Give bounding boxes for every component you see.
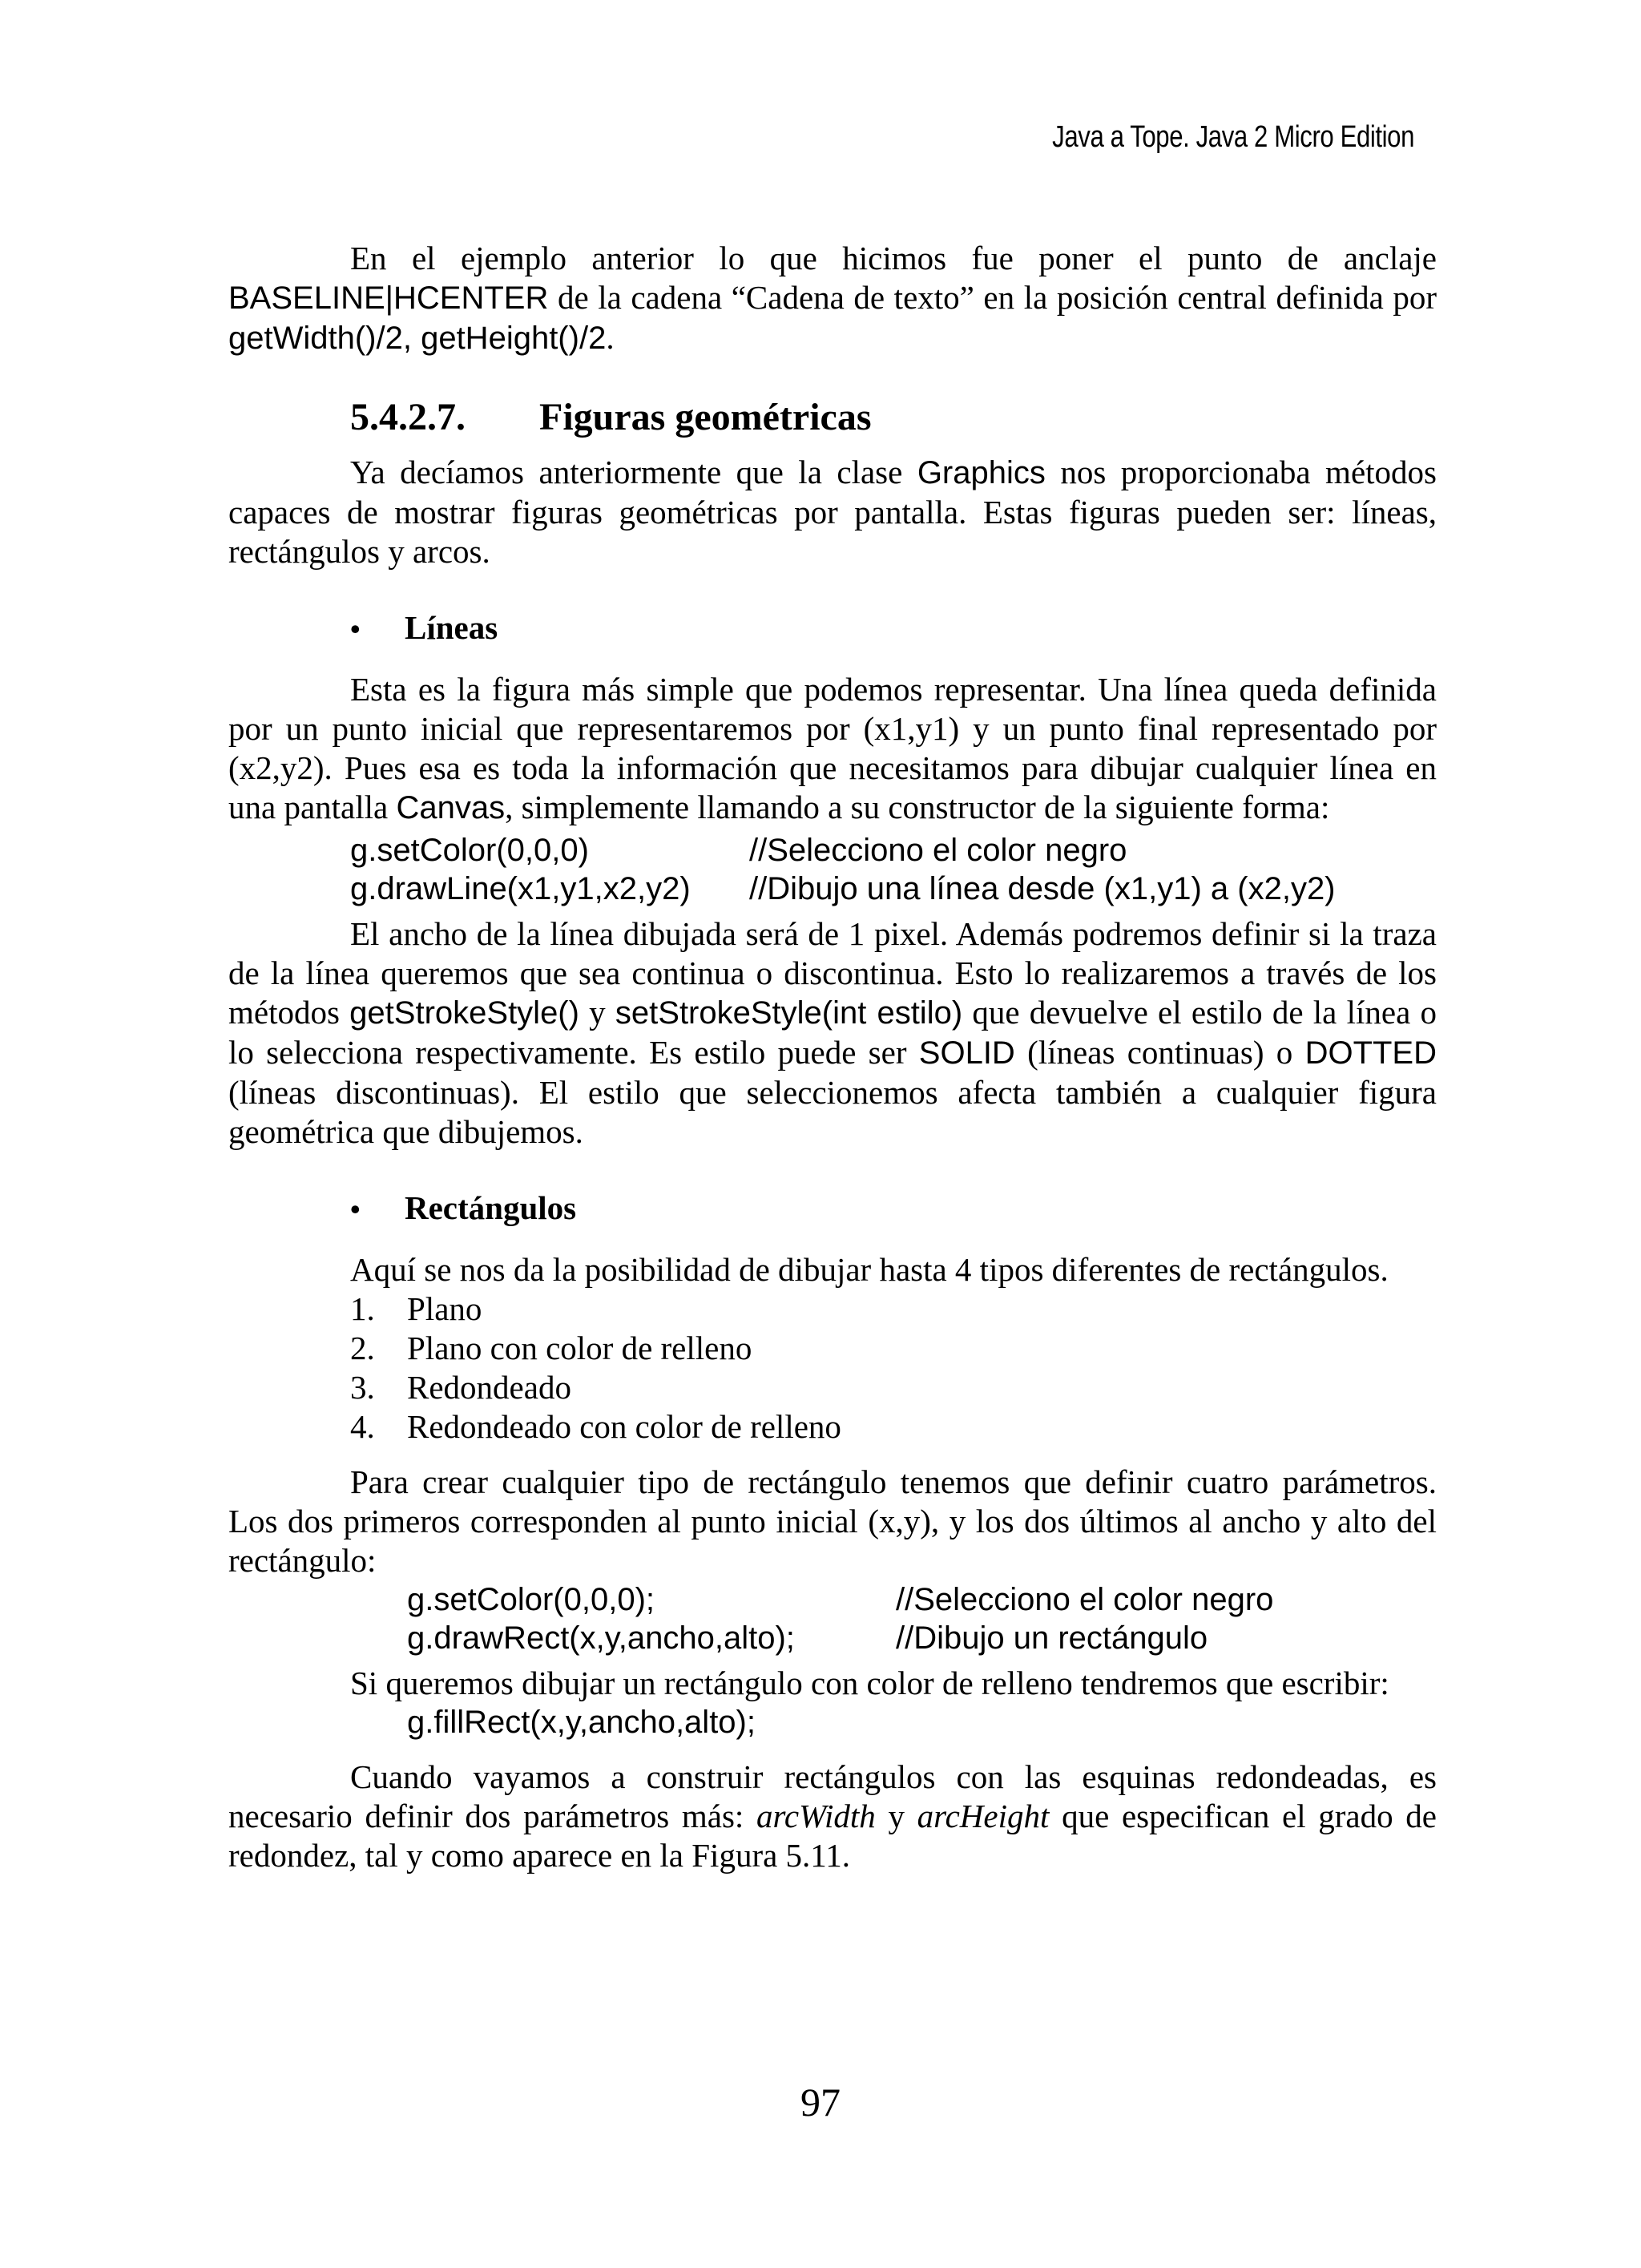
code-comment: //Dibujo una línea desde (x1,y1) a (x2,y2) — [749, 871, 1336, 906]
lineas-paragraph: Esta es la figura más simple que podemos representar. Una línea queda definida por un punto inicial que representaremos por (x1,y1) y un punto final representado por (x2,y2). Pues esa es toda la información que necesitamos para dibujar cualquier línea en una pantalla Canvas, simplemente llamando a su constructor de la siguiente forma: — [228, 671, 1437, 825]
fill-rect-code: g.fillRect(x,y,ancho,alto); — [407, 1705, 756, 1740]
inline-code: SOLID — [918, 1035, 1015, 1071]
code-comment: //Selecciono el color negro — [896, 1582, 1274, 1617]
fill-rect-paragraph: Si queremos dibujar un rectángulo con color de relleno tendremos que escribir: — [350, 1665, 1389, 1701]
inline-code: DOTTED — [1304, 1035, 1437, 1071]
code-statement: g.setColor(0,0,0) — [350, 833, 589, 868]
list-item: 1. Plano — [350, 1290, 482, 1327]
rectangle-types-list — [228, 1289, 1437, 1447]
list-item: 2. Plano con color de relleno — [350, 1330, 752, 1366]
lineas-heading: • Líneas — [350, 608, 1437, 649]
intro-paragraph: En el ejemplo anterior lo que hicimos fue poner el punto de anclaje BASELINE|HCENTER de la cadena “Cadena de texto” en la posición central definida por getWidth()/2, getHeight()/2. — [228, 240, 1437, 356]
code-statement: g.setColor(0,0,0); — [407, 1582, 655, 1617]
page-number: 97 — [800, 2080, 841, 2125]
code-line — [350, 870, 1437, 908]
inline-code: setStrokeStyle(int estilo) — [615, 995, 963, 1031]
rect-params-paragraph: Para crear cualquier tipo de rectángulo tenemos que definir cuatro parámetros. Los dos primeros corresponden al punto inicial (x,y), y los dos últimos al ancho y alto del rectángulo: — [228, 1463, 1437, 1579]
rounded-rect-paragraph: Cuando vayamos a construir rectángulos con las esquinas redondeadas, es necesario definir dos parámetros más: arcWidth y arcHeight que especifican el grado de redondez, tal y como aparece en la Figura 5.11. — [228, 1758, 1437, 1874]
page-body — [228, 239, 1437, 1875]
rectangulos-heading: • Rectángulos — [350, 1188, 1437, 1229]
inline-code: Canvas — [396, 790, 506, 825]
lineas-code-block — [228, 831, 1437, 908]
rectangulos-intro: Aquí se nos da la posibilidad de dibujar hasta 4 tipos diferentes de rectángulos. — [350, 1251, 1389, 1288]
section-intro-paragraph: Ya decíamos anteriormente que la clase Graphics nos proporcionaba métodos capaces de mostrar figuras geométricas por pantalla. Estas figuras pueden ser: líneas, rectángulos y arcos. — [228, 454, 1437, 570]
section-number: 5.4.2.7. — [350, 396, 466, 438]
inline-code: Graphics — [917, 455, 1046, 490]
list-item: 4. Redondeado con color de relleno — [350, 1408, 841, 1445]
code-comment: //Selecciono el color negro — [749, 833, 1127, 868]
bullet-icon: • — [350, 613, 361, 645]
inline-code: getStrokeStyle() — [349, 995, 579, 1031]
section-heading — [350, 393, 1437, 442]
stroke-style-paragraph: El ancho de la línea dibujada será de 1 pixel. Además podremos definir si la traza de la línea queremos que sea continua o discontinua. Esto lo realizaremos a través de los métodos getStrokeStyle() y setStrokeStyle(int estilo) que devuelve el estilo de la línea o lo selecciona respectivamente. Es estilo puede ser SOLID (líneas continuas) o DOTTED (líneas discontinuas). El estilo que seleccionemos afecta también a cualquier figura geométrica que dibujemos. — [228, 915, 1437, 1150]
code-comment: //Dibujo un rectángulo — [896, 1620, 1208, 1656]
code-line — [407, 1619, 1437, 1657]
code-statement: g.drawRect(x,y,ancho,alto); — [407, 1620, 795, 1656]
inline-code: BASELINE|HCENTER — [228, 280, 549, 316]
code-statement: g.drawLine(x1,y1,x2,y2) — [350, 871, 691, 906]
code-line — [350, 831, 1437, 870]
running-header: Java a Tope. Java 2 Micro Edition — [1052, 120, 1414, 154]
bullet-icon: • — [350, 1193, 361, 1225]
inline-code: getWidth()/2, getHeight()/2 — [228, 321, 607, 356]
code-line — [407, 1580, 1437, 1619]
list-item: 3. Redondeado — [350, 1369, 571, 1406]
rect-code-block — [228, 1580, 1437, 1657]
section-title: Figuras geométricas — [539, 396, 872, 438]
